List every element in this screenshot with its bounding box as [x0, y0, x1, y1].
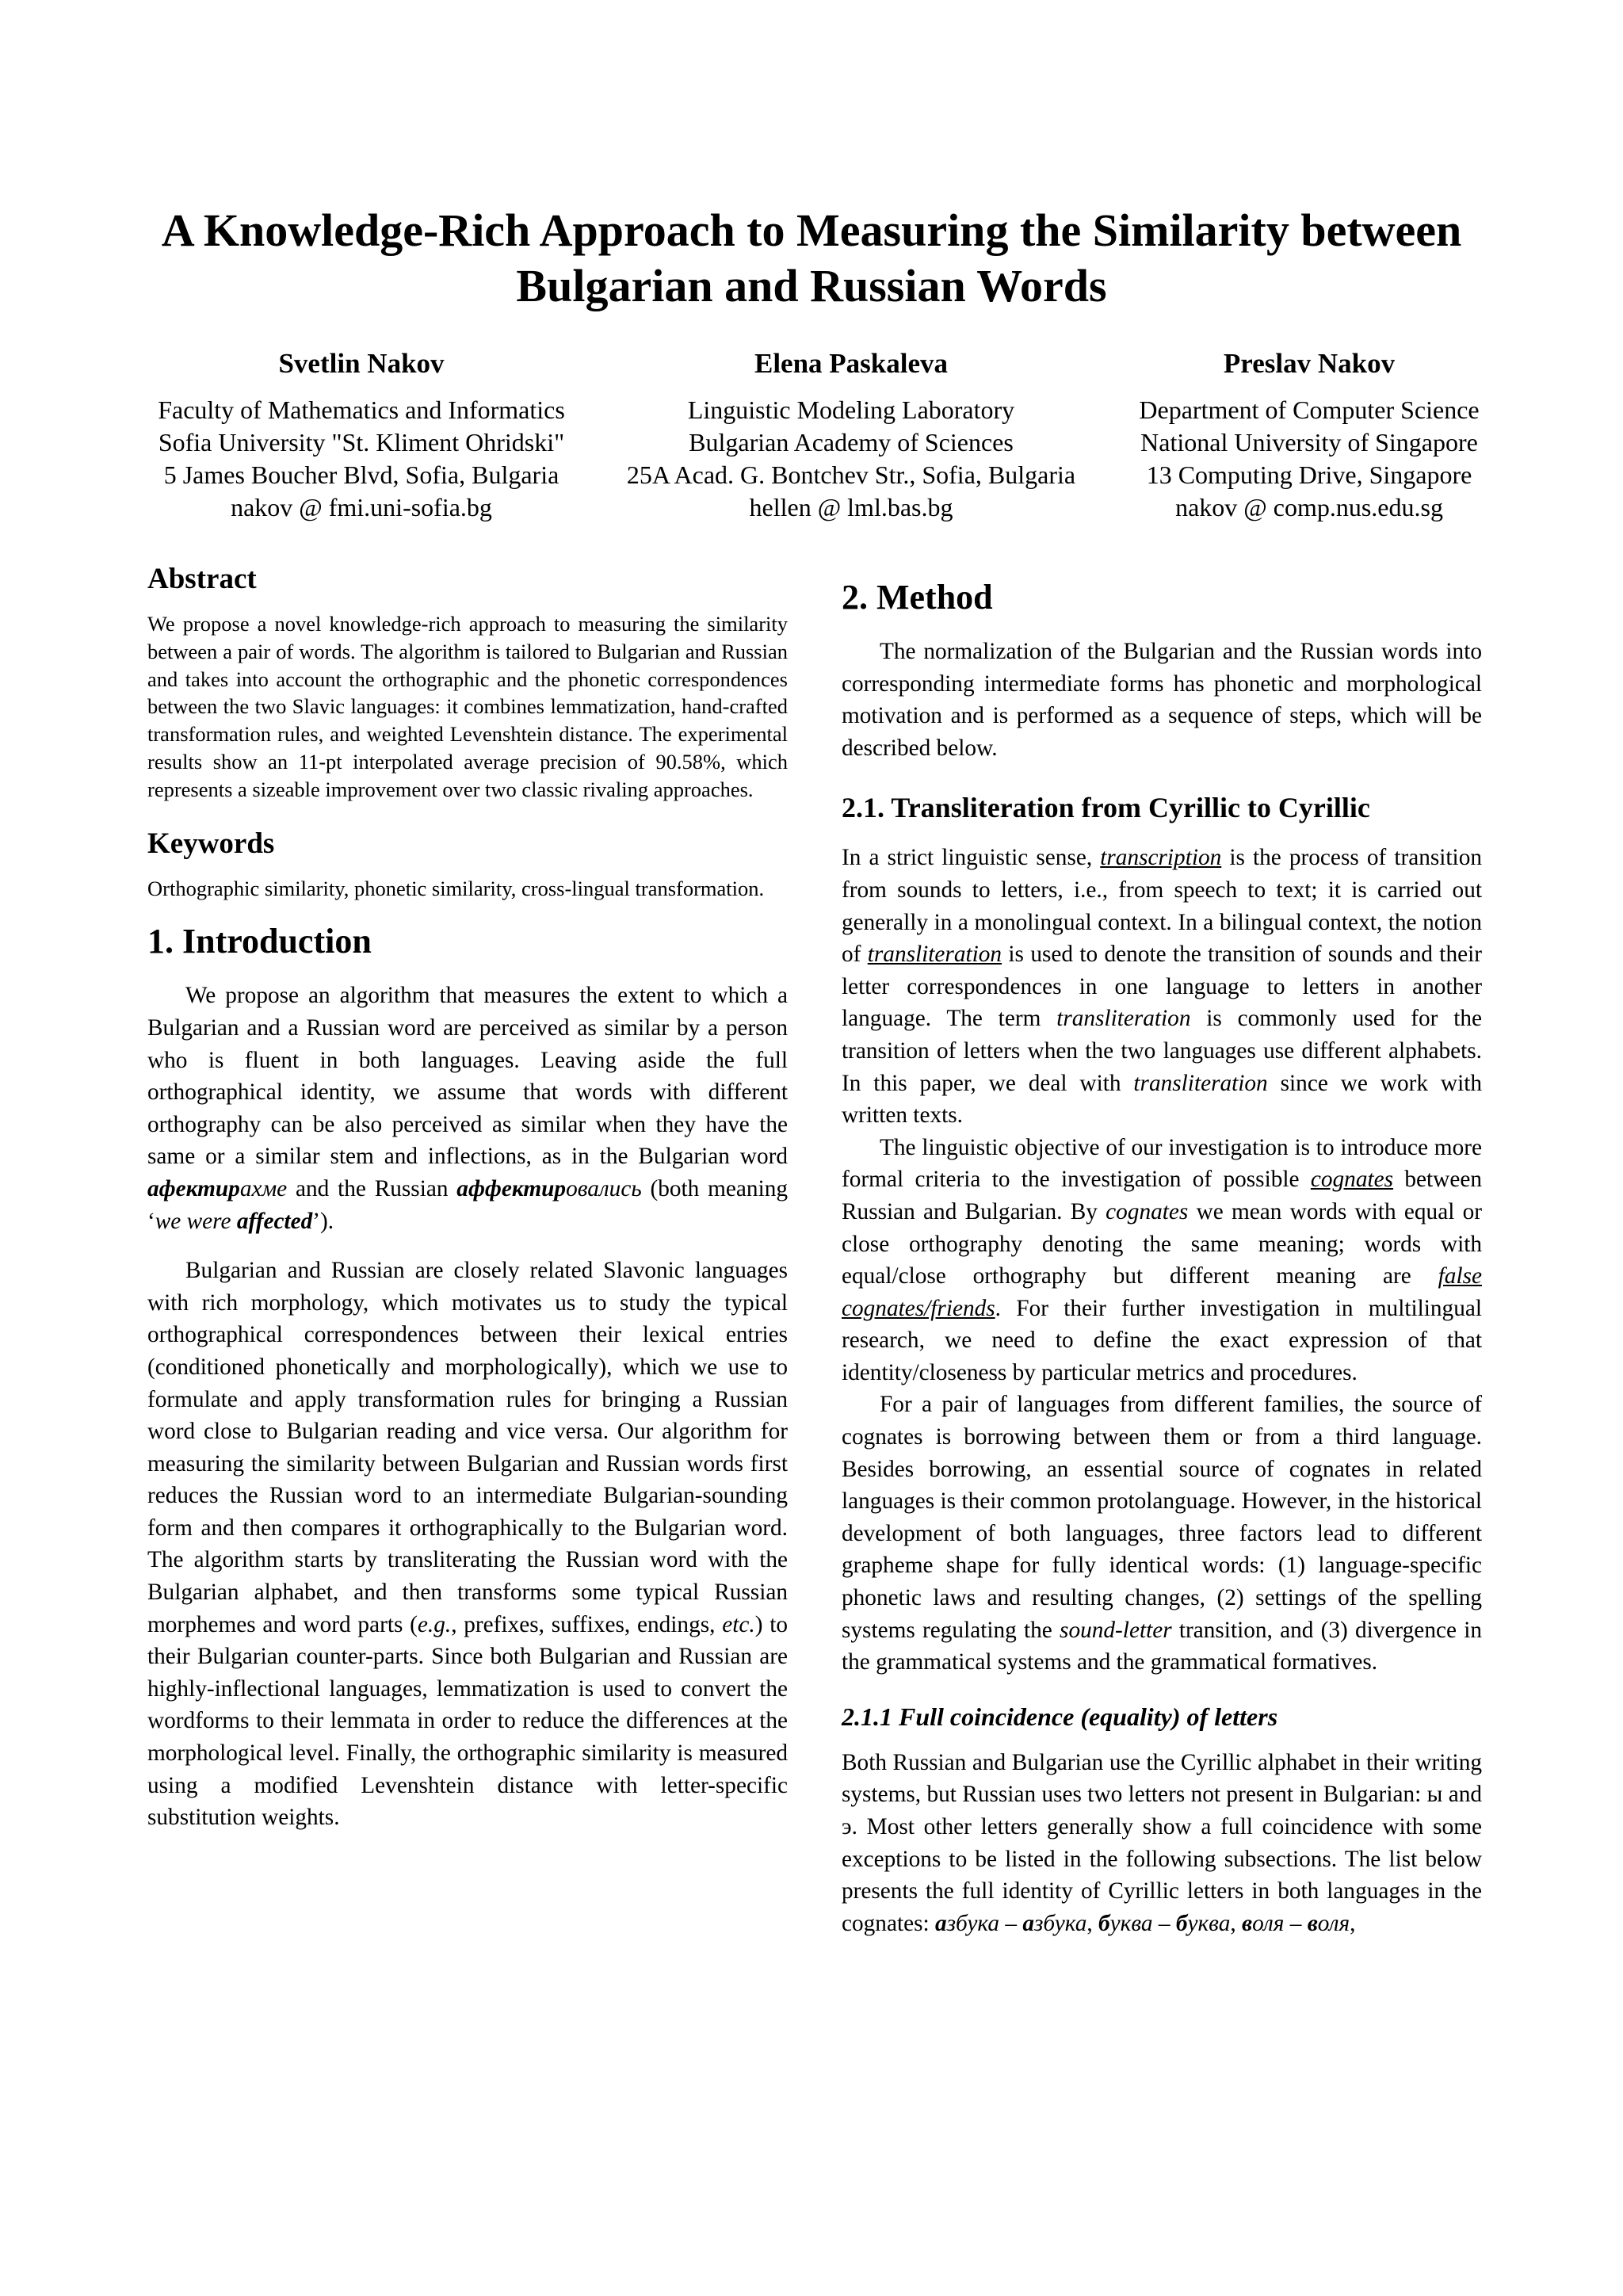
introduction-heading: 1. Introduction [147, 922, 372, 961]
author-name: Elena Paskaleva [754, 348, 949, 379]
author-affiliation: National University of Singapore [1140, 428, 1478, 457]
author-email: nakov @ comp.nus.edu.sg [1175, 493, 1443, 521]
author-address: 25A Acad. G. Bontchev Str., Sofia, Bulgaria [626, 460, 1076, 489]
author-address: 5 James Boucher Blvd, Sofia, Bulgaria [163, 460, 559, 489]
keywords-heading: Keywords [147, 827, 275, 860]
author-email: hellen @ lml.bas.bg [749, 493, 953, 521]
full-coincidence-heading: 2.1.1 Full coincidence (equality) of letters [842, 1702, 1278, 1731]
intro-paragraph-2: Bulgarian and Russian are closely related Slavonic languages with rich morphology, which motivates us to study the typical orthographical correspondences between their lexical entries (conditioned phonetically and morphologically), which we use to formulate and apply transformation rules for bringing a Russian word close to Bulgarian reading and vice versa. Our algorithm for measuring the similarity between Bulgarian and Russian words first reduces the Russian word to an intermediate Bulgarian-sounding form and then compares it orthographically to the Bulgarian word. The algorithm starts by transliterating the Russian word with the Bulgarian alphabet, and then transforms some typical Russian morphemes and word parts (e.g., prefixes, suffixes, endings, etc.) to their Bulgarian counter-parts. Since both Bulgarian and Russian are highly-inflectional languages, lemmatization is used to convert the wordforms to their lemmata in order to reduce the differences at the morphological level. Finally, the orthographic similarity is measured using a modified Levenshtein distance with letter-specific substitution weights. [147, 1258, 788, 1831]
author-affiliation: Sofia University "St. Kliment Ohridski" [158, 428, 565, 457]
left-column [147, 560, 788, 1834]
author-email: nakov @ fmi.uni-sofia.bg [231, 493, 492, 521]
author-address: 13 Computing Drive, Singapore [1146, 460, 1472, 489]
transliteration-paragraph-1: In a strict linguistic sense, transcription is the process of transition from sounds to letters, i.e., from speech to text; it is carried out generally in a monolingual context. In a bilingual context, the notion of transliteration is used to denote the transition of sounds and their letter correspondences in one language to letters in another language. The term transliteration is commonly used for the transition of letters when the two languages use different alphabets. In this paper, we deal with transliteration since we work with written texts. [842, 845, 1482, 1129]
transliteration-paragraph-3: For a pair of languages from different families, the source of cognates is borrowing between them or from a third language. Besides borrowing, an essential source of cognates in related languages is their common protolanguage. However, in the historical development of both languages, three factors lead to different grapheme shape for fully identical words: (1) language-specific phonetic laws and resulting changes, (2) settings of the spelling systems regulating the sound-letter transition, and (3) divergence in the grammatical systems and the grammatical formatives. [842, 1392, 1482, 1675]
author-name: Svetlin Nakov [278, 348, 445, 379]
author-name: Preslav Nakov [1223, 348, 1396, 379]
transliteration-heading: 2.1. Transliteration from Cyrillic to Cyrillic [842, 792, 1370, 824]
keywords-text: Orthographic similarity, phonetic similarity, cross-lingual transformation. [147, 876, 765, 900]
intro-paragraph-1: We propose an algorithm that measures the extent to which a Bulgarian and a Russian word are perceived as similar by a person who is fluent in both languages. Leaving aside the full orthographical identity, we assume that words with different orthography can be also perceived as similar when they have the same or a similar stem and inflections, as in the Bulgarian word афектирахме and the Russian аффектировались (both meaning ‘we were affected’). [147, 983, 789, 1234]
author-affiliation: Faculty of Mathematics and Informatics [158, 395, 565, 424]
author-affiliation: Linguistic Modeling Laboratory [687, 395, 1015, 424]
author-affiliation: Department of Computer Science [1139, 395, 1480, 424]
full-coincidence-paragraph: Both Russian and Bulgarian use the Cyrillic alphabet in their writing systems, but Russian uses two letters not present in Bulgarian: ы and э. Most other letters generally show a full coincidence with some exceptions to be listed in the following subsections. The list below presents the full identity of Cyrillic letters in both languages in the cognates: азбука – азбука, буква – буква, воля – воля, [842, 1749, 1483, 1936]
author-block-3 [1103, 347, 1515, 524]
method-paragraph: The normalization of the Bulgarian and the Russian words into corresponding intermediate forms has phonetic and morphological motivation and is performed as a sequence of steps, which will be described below. [842, 639, 1482, 761]
paper-title: A Knowledge-Rich Approach to Measuring the Similarity between Bulgarian and Russian Words [161, 204, 1462, 311]
method-heading: 2. Method [842, 578, 993, 617]
right-column [842, 560, 1482, 1939]
author-affiliation: Bulgarian Academy of Sciences [689, 428, 1014, 457]
author-block-1 [147, 347, 575, 524]
author-block-2 [598, 347, 1105, 524]
abstract-text: We propose a novel knowledge-rich approach to measuring the similarity between a pair of words. The algorithm is tailored to Bulgarian and Russian and takes into account the orthographic and the phonetic correspondences between the two Slavic languages: it combines lemmatization, hand-crafted transformation rules, and weighted Levenshtein distance. The experimental results show an 11-pt interpolated average precision of 90.58%, which represents a sizeable improvement over two classic rivaling approaches. [147, 612, 788, 801]
transliteration-paragraph-2: The linguistic objective of our investigation is to introduce more formal criteria to the investigation of possible cognates between Russian and Bulgarian. By cognates we mean words with equal or close orthography denoting the same meaning; words with equal/close orthography but different meaning are false cognates/friends. For their further investigation in multilingual research, we need to define the exact expression of that identity/closeness by particular metrics and procedures. [842, 1134, 1483, 1385]
abstract-heading: Abstract [147, 563, 257, 595]
